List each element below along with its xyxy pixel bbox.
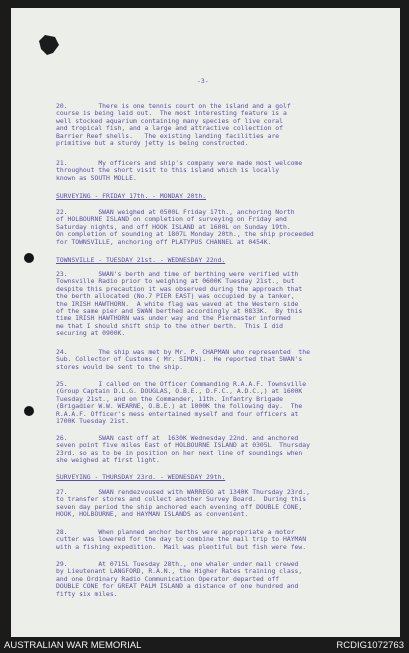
paragraph-21: 21. My officers and ship's company were made most welcome throughout the short visit to this island which is locally known as SOUTH MOLLE. (56, 159, 303, 182)
torn-corner (39, 35, 59, 55)
paragraph-28: 28. When planned anchor berths were appropriate a motor cutter was lowered for the day to combine the mail trip to HAYMAN with a fishing expedition. Mail was plentiful but fish were few. (56, 528, 307, 551)
paragraph-23: 23. SWAN's berth and time of berthing were verified with Townsville Radio prior to weighing at 0600K Tuesday 21st., but despite this precaution it was observed during the approach that the berth allocated (No.7 PIER EAST) was occupied by a tanker, the IRISH HAWTHORN. A white flag was waved at the Western side of the same pier and SWAN berthed accordingly at 0833K. By this time IRISH HAWTHORN was under way and the Piermaster informed me that I should shift ship to the other berth. This I did securing at 0900K. (56, 270, 303, 338)
section-heading-townsville: TOWNSVILLE - TUESDAY 21st. - WEDNESDAY 22nd. (56, 256, 226, 264)
archive-footer (0, 637, 409, 653)
paragraph-29: 29. At 0715L Tuesday 28th., one whaler under mail crewed by Lieutenant LANGFORD, R.A.N., the Higher Rates training class, and one Ordinary Radio Communication Operator departed off DOUBLE CONE for GREAT PALM ISLAND a distance of one hundred and fifty six miles. (56, 560, 303, 598)
paragraph-24: 24. The ship was met by Mr. P. CHAPMAN who represented the Sub. Collector of Customs ( Mr. SIMON). He reported that SWAN's stores would be sent to the ship. (56, 348, 310, 371)
document-page (11, 8, 400, 637)
paragraph-27: 27. SWAN rendezvoused with WARREGO at 1340K Thursday 23rd., to transfer stores and collect another Survey Board. During this seven day period the ship anchored each evening off DOUBLE CONE, HOOK, HOLBOURNE, and HAYMAN ISLANDS as convenient. (56, 488, 310, 519)
punch-hole-bottom (24, 406, 34, 416)
paragraph-22: 22. SWAN weighed at 0500L Friday 17th., anchoring North of HOLBOURNE ISLAND on completion of surveying on Friday and Saturday nights, and off HOOK ISLAND at 1600L on Sunday 19th. On completion of sounding at 1807L Monday 20th., the ship proceeded for TOWNSVILLE, anchoring off PLATYPUS CHANNEL at 0454K. (56, 208, 314, 246)
page-number: -3- (197, 77, 209, 85)
paragraph-26: 26. SWAN cast off at 1630K Wednesday 22nd. and anchored seven point five miles East of HOLBOURNE ISLAND at 0305L Thursday 23rd. so as to be in position on her next line of soundings when she weighed at first light. (56, 434, 310, 465)
section-heading-surveying-23: SURVEYING - THURSDAY 23rd. - WEDNESDAY 29th. (56, 473, 226, 481)
paragraph-20: 20. There is one tennis court on the island and a golf course is being laid out. The most interesting feature is a well stocked aquarium containing many species of live coral and tropical fish, and a large and attractive collection of Barrier Reef shells. The existing landing facilities are primitive but a sturdy jetty is being constructed. (56, 102, 291, 148)
paragraph-25: 25. I called on the Officer Commanding R.A.A.F. Townsville (Group Captain D.L.G. DOUGLAS, O.B.E., D.F.C., A.D.C.,) at 1600K Tuesday 21st., and on the Commander, 11th. Infantry Brigade (Brigadier W.W. WEARNE, O.B.E.) at 1000K the following day. The R.A.A.F. Officer's mess entertained myself and four officers at 1700K Tuesday 21st. (56, 380, 307, 426)
punch-hole-top (24, 253, 34, 263)
footer-institution: AUSTRALIAN WAR MEMORIAL (4, 640, 142, 651)
footer-record-id: RCDIG1072763 (336, 640, 404, 651)
section-heading-surveying-17: SURVEYING - FRIDAY 17th. - MONDAY 20th. (56, 192, 207, 200)
